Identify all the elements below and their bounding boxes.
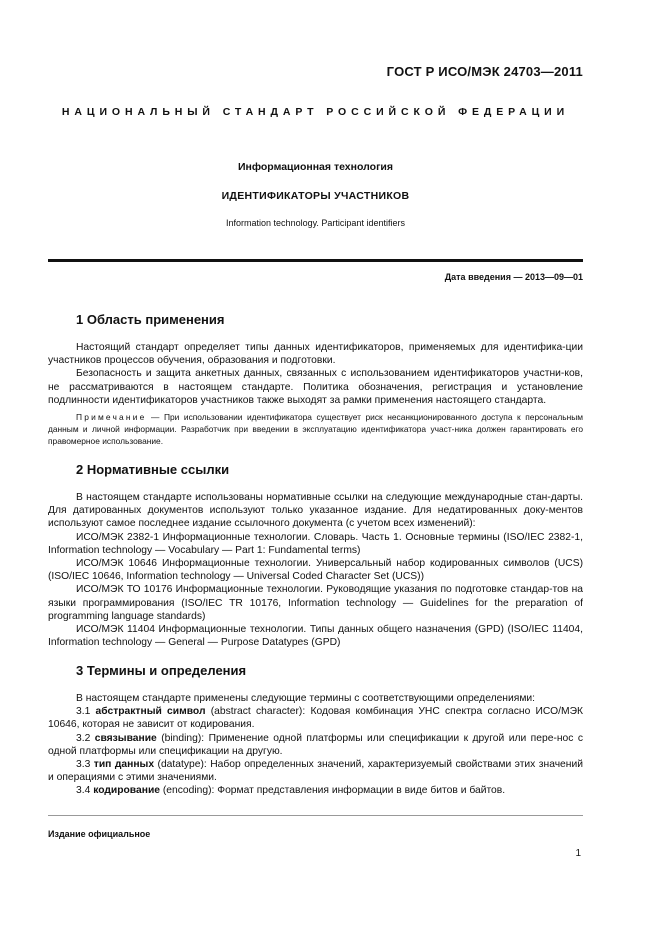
term-name: кодирование (93, 785, 161, 797)
term-entry (48, 705, 583, 731)
document-number: ГОСТ Р ИСО/МЭК 24703—2011 (386, 64, 583, 79)
paragraph: В настоящем стандарте применены следующие термины с соответствующими определениями: (76, 693, 536, 704)
term-entry (48, 758, 583, 784)
reference-item: ИСО/МЭК 2382-1 Информационные технологии. Словарь. Часть 1. Основные термины (ISO/IEC 2382-1, Information technology — Vocabulary — Part 1: Fundamental terms) (48, 531, 583, 556)
term-name: тип данных (93, 759, 155, 771)
header-rule (48, 259, 583, 262)
paragraph: Настоящий стандарт определяет типы данных идентификаторов, применяемых для идентифика-ции участников процессов обучения, образования и подготовки. (48, 342, 583, 367)
term-definition: (binding): Применение одной платформы или спецификации к другой или пере-нос с одной платформы или спецификации на другую. (48, 732, 583, 757)
term-number: 3.3 (76, 759, 94, 771)
term-number: 3.1 (76, 706, 96, 718)
term-definition: (encoding): Формат представления информации в виде битов и байтов. (160, 785, 506, 797)
section-1-heading: 1 Область применения (76, 312, 225, 327)
document-topic: Информационная технология (237, 161, 394, 173)
note-text: — При использовании идентификатора существует риск несанкционированного доступа к персональным данным и личной информации. Разработчик при введении в эксплуатацию идентификатора участ-ника должен гарантировать его правомерное использование. (48, 412, 583, 447)
term-entry (48, 732, 583, 758)
term-definition: (datatype): Набор определенных значений, характеризуемый свойствами этих значений и операциями с этими значениями. (48, 759, 583, 784)
section-2-heading: 2 Нормативные ссылки (76, 462, 230, 477)
reference-item: ИСО/МЭК 10646 Информационные технологии. Универсальный набор кодированных символов (UCS) (ISO/IEC 10646, Information technology — Universal Coded Character Set (UCS)) (48, 558, 583, 583)
term-number: 3.4 (76, 785, 94, 797)
paragraph: В настоящем стандарте использованы нормативные ссылки на следующие международные стан-дарты. Для датированных документов используют только указанное издание. Для недатированных доку-ментов используют самое последнее издание ссылочного документа (с учетом всех изменений): (48, 492, 583, 530)
section-3-heading: 3 Термины и определения (76, 663, 247, 678)
reference-item: ИСО/МЭК 11404 Информационные технологии. Типы данных общего назначения (GPD) (ISO/IEC 11404, Information technology — General — Purpose Datatypes (GPD) (48, 624, 583, 649)
section-1-body (48, 341, 583, 407)
paragraph: Безопасность и защита анкетных данных, связанных с использованием идентификаторов участни-ков, не рассматриваются в настоящем стандарте. Политика обозначения, регистрация и установление подлинности идентификаторов участников также выходят за рамки применения настоящего стандарта. (48, 368, 583, 406)
term-entry (48, 784, 583, 797)
official-edition-label: Издание официальное (48, 829, 151, 839)
national-standard-banner: НАЦИОНАЛЬНЫЙ СТАНДАРТ РОССИЙСКОЙ ФЕДЕРАЦИИ (61, 106, 570, 118)
section-3-body (48, 692, 583, 798)
term-name: абстрактный символ (95, 706, 206, 718)
term-number: 3.2 (76, 732, 95, 744)
document-title: ИДЕНТИФИКАТОРЫ УЧАСТНИКОВ (221, 190, 410, 202)
page-number: 1 (575, 848, 581, 859)
section-1-note (48, 411, 583, 448)
note-paragraph (48, 411, 583, 448)
section-2-body (48, 491, 583, 649)
note-label: Примечание (76, 412, 147, 422)
term-name: связывание (94, 732, 157, 744)
reference-item: ИСО/МЭК ТО 10176 Информационные технологии. Руководящие указания по подготовке стандар-тов на языки программирования (ISO/IEC TR 10176, Information technology — Guidelines for the preparation of programming language standards) (48, 584, 583, 622)
term-definition: (abstract character): Кодовая комбинация УНС спектра согласно ИСО/МЭК 10646, которая не зависит от кодирования. (48, 706, 583, 731)
intro-date: Дата введения — 2013—09—01 (444, 272, 583, 282)
document-title-english: Information technology. Participant identifiers (226, 218, 405, 228)
footer-rule (48, 815, 583, 816)
